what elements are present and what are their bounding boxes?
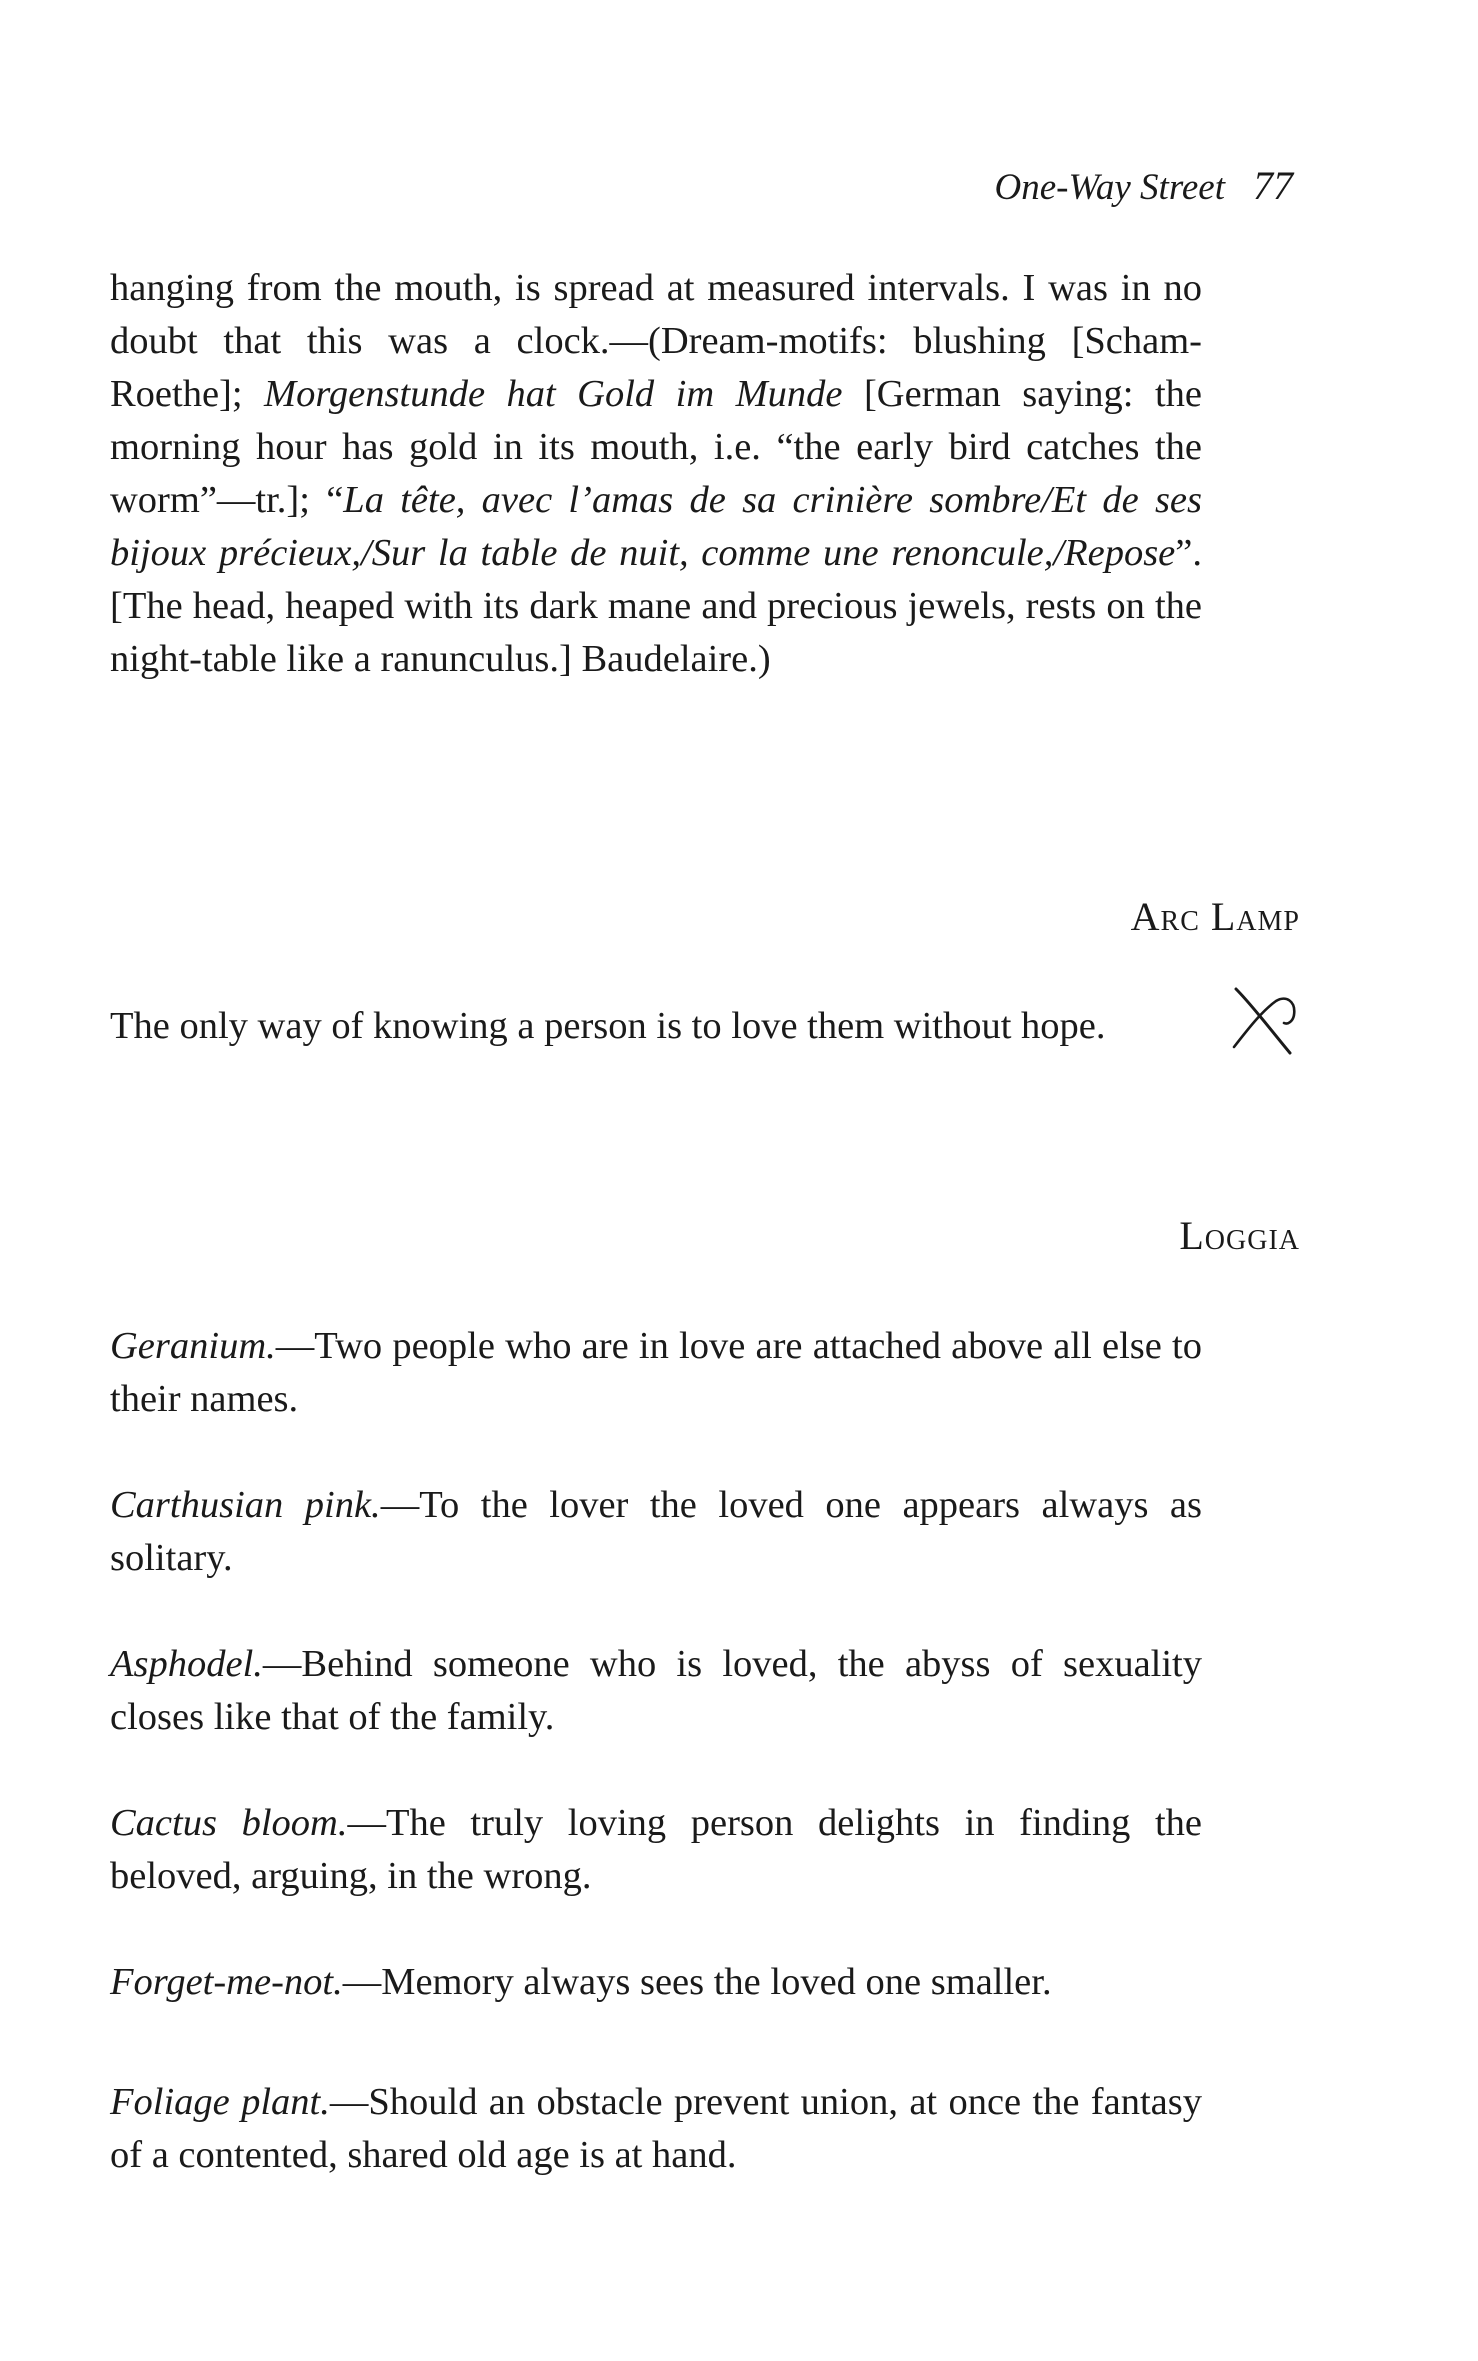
entry-text: —To the lover the loved one appears always as solitary. (110, 1484, 1202, 1579)
loggia-entry (110, 1956, 1202, 2009)
continuation-italic-2: La tête, avec l’amas de sa crinière sombre/Et de ses bijoux précieux,/Sur la table de nuit, comme une renoncule,/Repose (110, 479, 1202, 574)
entry-term: Forget-me-not. (110, 1961, 343, 2003)
loggia-entry (110, 2076, 1202, 2182)
section-heading-arc-lamp: Arc Lamp (1130, 894, 1300, 939)
continuation-text-2: [German saying: the morning hour has gold in its mouth, i.e. “the early bird catches the worm”—tr.]; “ (110, 373, 1202, 521)
loggia-entry (110, 1479, 1202, 1585)
continuation-italic-1: Morgenstunde hat Gold im Munde (264, 373, 843, 415)
continuation-paragraph (110, 262, 1202, 686)
loggia-entry (110, 1797, 1202, 1903)
x-mark-icon (1230, 985, 1300, 1057)
entry-text: —The truly loving person delights in finding the beloved, arguing, in the wrong. (110, 1802, 1202, 1897)
entry-term: Foliage plant. (110, 2081, 330, 2123)
arc-lamp-text: The only way of knowing a person is to love them without hope. (110, 1005, 1106, 1047)
entry-text: —Behind someone who is loved, the abyss of sexuality closes like that of the family. (110, 1643, 1202, 1738)
entry-term: Geranium. (110, 1325, 276, 1367)
running-head (900, 162, 1293, 209)
continuation-text-3: ”. [The head, heaped with its dark mane and precious jewels, rests on the night-table like a ranunculus.] Baudelaire.) (110, 532, 1202, 680)
section-heading-loggia: Loggia (1179, 1213, 1300, 1258)
entry-term: Cactus bloom. (110, 1802, 348, 1844)
running-title: One-Way Street (994, 167, 1225, 208)
loggia-entry (110, 1638, 1202, 1744)
entry-text: —Should an obstacle prevent union, at once the fantasy of a contented, shared old age is at hand. (110, 2081, 1202, 2176)
loggia-entry (110, 1320, 1202, 1426)
entry-text: —Memory always sees the loved one smaller. (342, 1961, 1052, 2003)
page-number: 77 (1253, 163, 1293, 208)
entry-term: Carthusian pink. (110, 1484, 381, 1526)
continuation-text-1: hanging from the mouth, is spread at measured intervals. I was in no doubt that this was a clock.—(Dream-motifs: blushing [Scham-Roethe]; (110, 267, 1202, 415)
entry-text: —Two people who are in love are attached above all else to their names. (110, 1325, 1202, 1420)
entry-term: Asphodel. (110, 1643, 263, 1685)
